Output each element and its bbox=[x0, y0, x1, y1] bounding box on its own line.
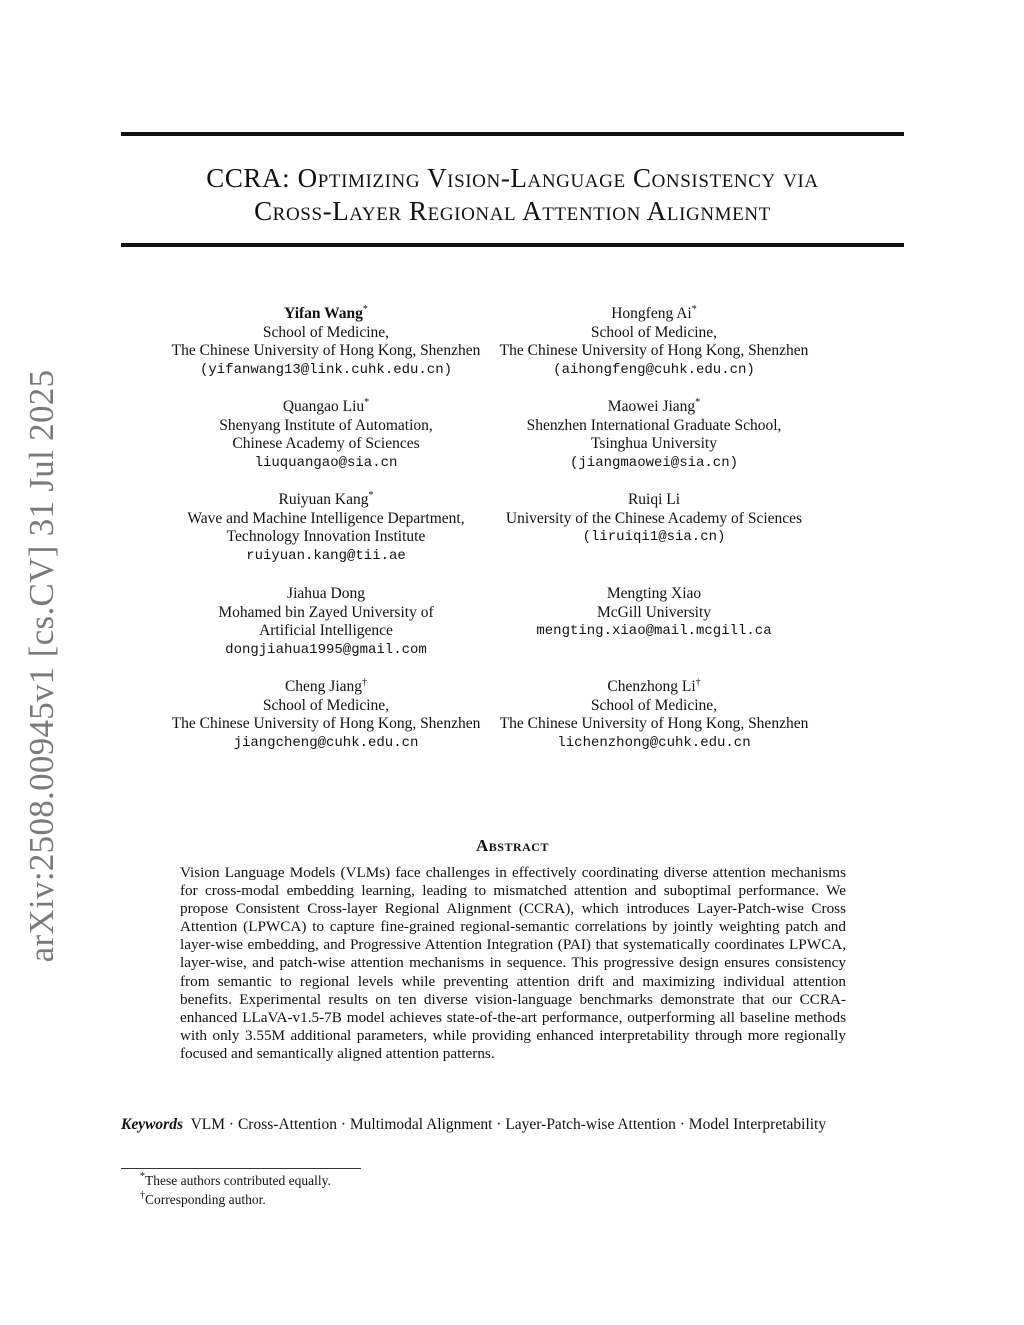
author-affiliation: McGill University bbox=[596, 603, 712, 621]
author-affiliation: Artificial Intelligence bbox=[259, 622, 393, 640]
author-name: Jiahua Dong bbox=[287, 585, 365, 602]
author-mark: * bbox=[691, 304, 697, 315]
author-name: Chenzhong Li bbox=[607, 678, 696, 695]
footnote-mark: † bbox=[140, 1190, 145, 1201]
author-email: lichenzhong@cuhk.edu.cn bbox=[557, 735, 751, 752]
author-name: Yifan Wang bbox=[284, 305, 363, 322]
author-affiliation: Wave and Machine Intelligence Department, bbox=[187, 509, 465, 527]
author-mark: * bbox=[362, 304, 368, 315]
author-name: Maowei Jiang bbox=[607, 398, 696, 415]
paper-title-line-2: Cross-Layer Regional Attention Alignment bbox=[254, 196, 771, 226]
author-affiliation: School of Medicine, bbox=[262, 696, 390, 714]
author-affiliation: University of the Chinese Academy of Sciences bbox=[505, 509, 803, 527]
author-email: (jiangmaowei@sia.cn) bbox=[569, 455, 739, 472]
author-email: (yifanwang13@link.cuhk.edu.cn) bbox=[199, 362, 453, 379]
footnote-text: Corresponding author. bbox=[145, 1192, 266, 1207]
author-name: Cheng Jiang bbox=[284, 678, 363, 695]
author-mark: * bbox=[364, 397, 370, 408]
author-email: mengting.xiao@mail.mcgill.ca bbox=[536, 623, 772, 640]
author-name: Quangao Liu bbox=[282, 398, 365, 415]
author-affiliation: Mohamed bin Zayed University of bbox=[218, 603, 434, 621]
author-mark: † bbox=[362, 677, 368, 688]
title-bottom-rule bbox=[121, 243, 904, 247]
author-email: jiangcheng@cuhk.edu.cn bbox=[233, 735, 419, 752]
author-affiliation: The Chinese University of Hong Kong, Shenzhen bbox=[499, 715, 809, 733]
footnote bbox=[140, 1191, 266, 1209]
paper-title-line-1: CCRA: Optimizing Vision-Language Consistency via bbox=[206, 163, 819, 193]
author-affiliation: School of Medicine, bbox=[262, 323, 390, 341]
author-affiliation: Shenzhen International Graduate School, bbox=[526, 416, 782, 434]
author-block bbox=[136, 678, 516, 753]
author-block bbox=[464, 678, 844, 753]
author-email: dongjiahua1995@gmail.com bbox=[225, 642, 427, 659]
author-name: Ruiqi Li bbox=[627, 491, 681, 508]
author-email: (aihongfeng@cuhk.edu.cn) bbox=[553, 362, 755, 379]
keywords-line bbox=[121, 1116, 904, 1134]
author-block bbox=[464, 398, 844, 473]
author-affiliation: School of Medicine, bbox=[590, 696, 718, 714]
author-name: Ruiyuan Kang bbox=[278, 491, 369, 508]
title-top-rule bbox=[121, 132, 904, 136]
author-affiliation: School of Medicine, bbox=[590, 323, 718, 341]
author-block bbox=[136, 585, 516, 660]
footnote-text: These authors contributed equally. bbox=[145, 1173, 331, 1188]
author-block bbox=[136, 398, 516, 473]
author-block bbox=[136, 491, 516, 566]
keywords-label: Keywords bbox=[121, 1116, 183, 1133]
author-mark: * bbox=[368, 490, 374, 501]
author-affiliation: The Chinese University of Hong Kong, Shenzhen bbox=[171, 715, 481, 733]
author-affiliation: The Chinese University of Hong Kong, Shenzhen bbox=[171, 342, 481, 360]
abstract-heading: Abstract bbox=[476, 836, 549, 855]
author-affiliation: The Chinese University of Hong Kong, Shenzhen bbox=[499, 342, 809, 360]
author-email: (liruiqi1@sia.cn) bbox=[582, 529, 726, 546]
footnote-rule bbox=[121, 1168, 361, 1169]
author-block bbox=[464, 305, 844, 380]
author-block bbox=[464, 491, 844, 547]
author-mark: * bbox=[695, 397, 701, 408]
author-name: Hongfeng Ai bbox=[611, 305, 692, 322]
author-affiliation: Shenyang Institute of Automation, bbox=[219, 416, 433, 434]
author-name: Mengting Xiao bbox=[606, 585, 702, 602]
footnote bbox=[140, 1172, 331, 1190]
author-affiliation: Chinese Academy of Sciences bbox=[232, 435, 420, 453]
author-affiliation: Tsinghua University bbox=[591, 435, 717, 453]
author-email: ruiyuan.kang@tii.ae bbox=[246, 548, 406, 565]
author-email: liuquangao@sia.cn bbox=[254, 455, 398, 472]
footnote-mark: * bbox=[140, 1171, 145, 1182]
author-block bbox=[464, 585, 844, 641]
author-mark: † bbox=[695, 677, 701, 688]
keywords-text: VLM · Cross-Attention · Multimodal Alignment · Layer-Patch-wise Attention · Model Interpretability bbox=[190, 1116, 827, 1133]
author-affiliation: Technology Innovation Institute bbox=[226, 528, 426, 546]
abstract-body: Vision Language Models (VLMs) face challenges in effectively coordinating diverse attention mechanisms for cross-modal embedding learning, leading to mismatched attention and suboptimal performance. We propose Consistent Cross-layer Regional Alignment (CCRA), which introduces Layer-Patch-wise Cross Attention (LPWCA) to capture fine-grained regional-semantic correlations by jointly weighting patch and layer-wise embedding, and Progressive Attention Integration (PAI) that systematically coordinates LPWCA, layer-wise, and patch-wise attention mechanisms in sequence. This progressive design ensures consistency from semantic to regional levels while preventing attention drift and maximizing individual attention benefits. Experimental results on ten diverse vision-language benchmarks demonstrate that our CCRA-enhanced LLaVA-v1.5-7B model achieves state-of-the-art performance, outperforming all baseline methods with only 3.55M additional parameters, while providing enhanced interpretability through more regionally focused and semantically aligned attention patterns. bbox=[180, 864, 846, 1062]
author-block bbox=[136, 305, 516, 380]
arxiv-identifier-stamp: arXiv:2508.00945v1 [cs.CV] 31 Jul 2025 bbox=[22, 369, 61, 963]
